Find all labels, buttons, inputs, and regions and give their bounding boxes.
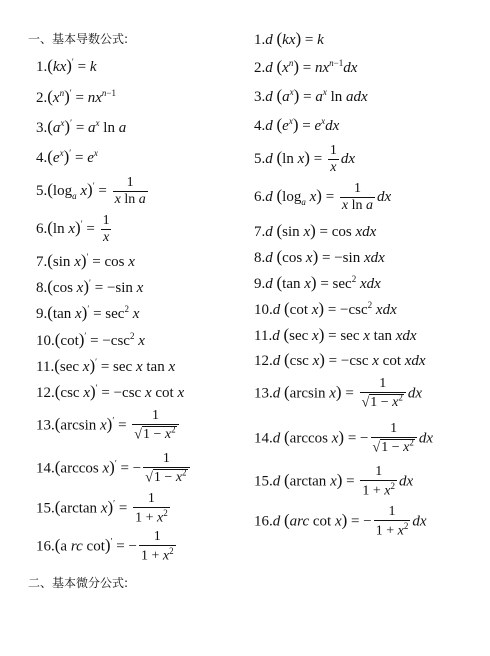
derivative-formula-12: 12.(csc x)′ = −csc x cot x [36,382,185,401]
derivative-formula-9: 9.(tan $x)' = \sec^2 x$ [36,303,140,322]
derivative-formula-4: $4.(e^x)' = e^x$ [36,147,98,166]
derivative-formula-14: 14.(arccos x)′ = − $\frac{1}{√1 - x^2}$ [36,452,192,486]
differential-formula-7: 7.d (sin x) = cos xdx [254,221,377,240]
derivative-formula-15: 15.(arctan x)′ = $\frac{1}{1 + x^2}$ [36,491,168,526]
differential-formula-14: 14.d (arccos x) = − $\frac{1}{√1 - x^2}$ dx [254,421,433,456]
differentials-section-title: 二、基本微分公式: [28,576,129,590]
derivative-formula-2: $2.(x^n)' = nx^{n-1}$ [36,87,116,106]
derivative-formula-13: 13.(arcsin x)′ = $\frac{1}{√1 - x^2}$ [36,409,181,443]
differential-formula-2: 2.d $(x^n) = nx^{n-1}dx$ [254,57,358,76]
differential-formula-9: 9.d (tan $x) = \sec^2$ xdx [254,273,381,292]
differential-formula-15: 15.d (arctan x) = $\frac{1}{1 + x^2}$ dx [254,464,414,499]
differential-formula-10: 10.d (cot $x) = -\csc^2$ xdx [254,299,397,318]
differential-formula-11: 11.d (sec x) = sec x tan xdx [254,325,417,344]
derivative-formula-3: $3.(a^x)' = a^x$ ln a [36,117,127,136]
differential-formula-5: 5.d (ln x) = $\frac{1}{x}$ dx [254,143,356,175]
derivative-formula-11: 11.(sec x)′ = sec x tan x [36,356,176,375]
derivatives-section-title: 一、基本导数公式: [28,32,129,46]
differential-formula-3: 3.d $(a^x) = a^x$ ln adx [254,86,368,105]
differential-formula-16: 16.d (arc cot x) = − $\frac{1}{1 + x^2}$ dx [254,504,427,539]
differential-formula-4: 4.d $(e^x) = e^xdx$ [254,115,340,134]
derivative-formula-6: 6.(ln x)′ = $\frac{1}{x}$ [36,213,110,245]
differential-formula-8: 8.d (cos x) = −sin xdx [254,247,385,266]
derivative-formula-8: 8.(cos x)′ = −sin x [36,277,144,296]
derivative-formula-10: $10.(\cot)' = -\csc^2$ x [36,330,145,349]
differential-formula-6: 6.d ($\log_a$ x) = $\frac{1}{\text{x ln a}}$ dx [254,181,392,213]
differential-formula-13: 13.d (arcsin x) = $\frac{1}{√1 - x^2}$ dx [254,376,423,411]
derivative-formula-1: 1.(kx)′ = k [36,56,97,75]
differential-formula-12: 12.d (csc x) = −csc x cot xdx [254,350,426,369]
differential-formula-1: 1.d (kx) = k [254,29,324,48]
derivative-formula-16: 16.(a rc cot)′ = − $\frac{1}{1 + x^2}$ [36,529,174,564]
derivative-formula-5: $5.(\log_a$ x)′ = $\frac{1}{\text{x ln a}}$ [36,175,146,207]
derivative-formula-7: 7.(sin x)′ = cos x [36,251,135,270]
